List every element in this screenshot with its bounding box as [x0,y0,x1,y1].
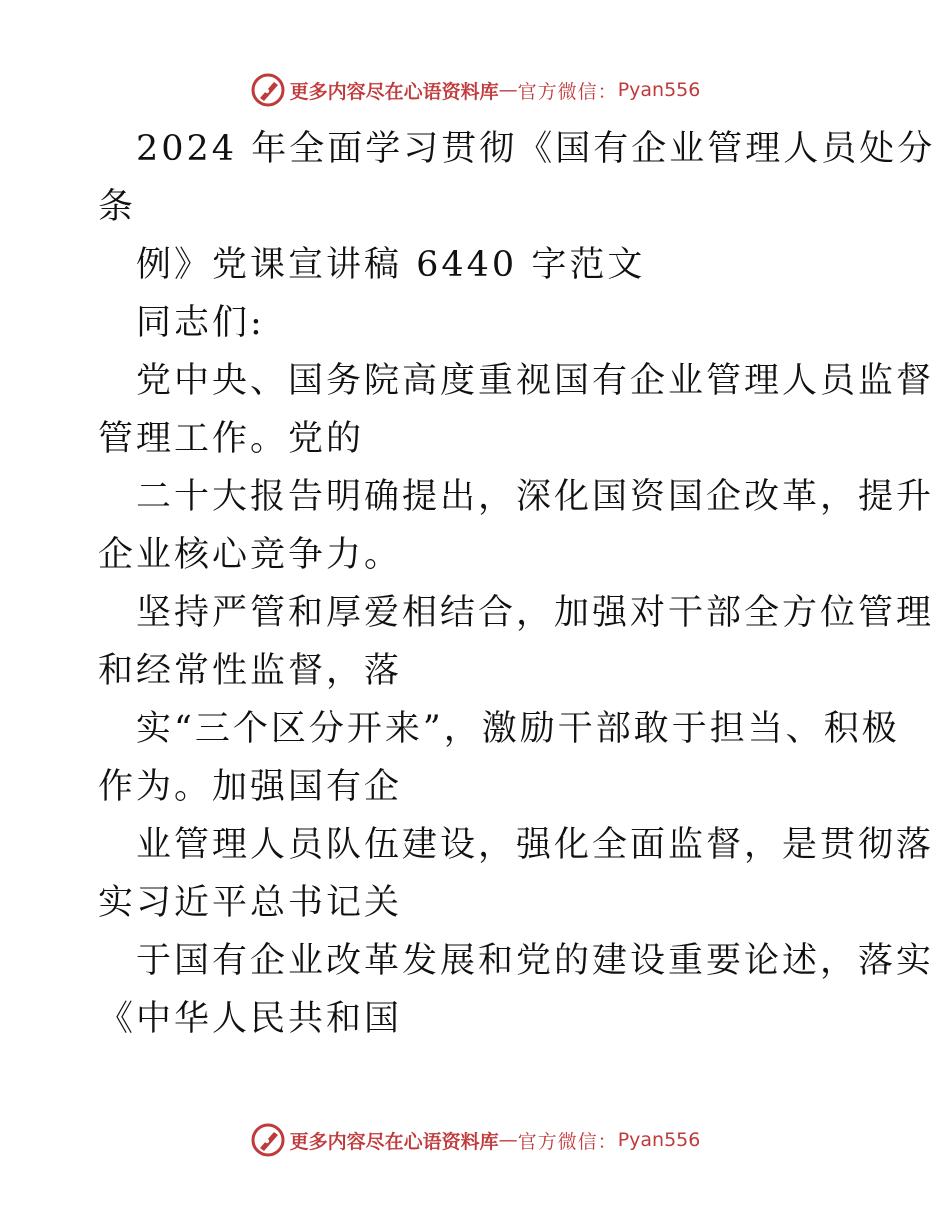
paragraph-line: 管理工作。党的 [98,419,365,459]
paragraph-line: 作为。加强国有企 [98,767,403,807]
watermark-id: Pyan556 [617,79,701,101]
pen-logo-icon [250,1122,286,1158]
header-watermark-banner [0,72,950,108]
watermark-main-text: 更多内容尽在心语资料库 [289,1130,499,1153]
paragraph-line: 和经常性监督，落 [98,651,403,691]
document-body [98,120,936,1048]
watermark-dash: — [498,79,518,101]
paragraph-line: 实习近平总书记关 [98,883,403,923]
watermark-sub-text: 官方微信： [517,1130,618,1153]
paragraph-line: 坚持严管和厚爱相结合，加强对干部全方位管理 [136,593,935,633]
salutation: 同志们: [136,303,265,343]
watermark-main-text: 更多内容尽在心语资料库 [289,80,499,103]
paragraph-line: 业管理人员队伍建设，强化全面监督，是贯彻落 [136,825,935,865]
pen-logo-icon [250,72,286,108]
paragraph-line: 二十大报告明确提出，深化国资国企改革，提升 [136,477,935,517]
paragraph-line: 党中央、国务院高度重视国有企业管理人员监督 [136,361,935,401]
paragraph-line: 企业核心竞争力。 [98,535,403,575]
paragraph-line: 《中华人民共和国 [98,999,403,1039]
paragraph-line: 实“三个区分开来”，激励干部敢于担当、积极 [136,709,900,749]
watermark-dash: — [498,1129,518,1151]
footer-watermark-banner [0,1122,950,1158]
paragraph-line: 于国有企业改革发展和党的建设重要论述，落实 [136,941,935,981]
title-line-2: 条 [98,187,137,227]
title-line-1: 2024 年全面学习贯彻《国有企业管理人员处分 [136,129,936,169]
title-line-3: 例》党课宣讲稿 6440 字范文 [136,245,646,285]
watermark-sub-text: 官方微信： [517,80,618,103]
watermark-id: Pyan556 [617,1129,701,1151]
